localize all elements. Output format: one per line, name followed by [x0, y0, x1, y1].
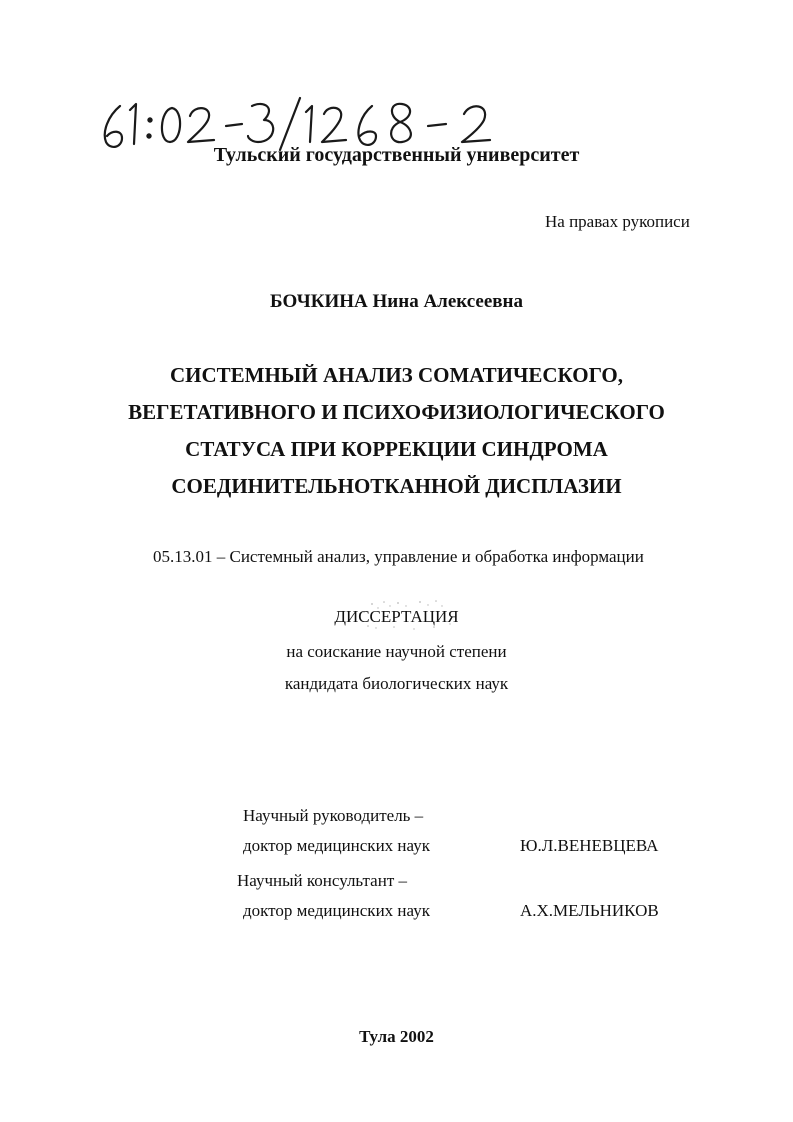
dissertation-type: ДИССЕРТАЦИЯ [334, 607, 459, 626]
specialty-code: 05.13.01 – Системный анализ, управление и обработка информации [153, 547, 644, 566]
consultant-role: Научный консультант – [237, 871, 407, 890]
city-year: Тула 2002 [359, 1027, 434, 1046]
consultant-rank: доктор медицинских наук [243, 901, 430, 920]
consultant-name: А.Х.МЕЛЬНИКОВ [520, 901, 659, 920]
dissertation-purpose: на соискание научной степени [286, 642, 507, 661]
supervisor-rank: доктор медицинских наук [243, 836, 430, 855]
manuscript-note: На правах рукописи [545, 212, 690, 231]
title-line: СИСТЕМНЫЙ АНАЛИЗ СОМАТИЧЕСКОГО, [169, 363, 624, 387]
dissertation-title [0, 357, 793, 505]
dissertation-degree: кандидата биологических наук [284, 674, 509, 693]
title-line: ВЕГЕТАТИВНОГО И ПСИХОФИЗИОЛОГИЧЕСКОГО [128, 400, 665, 424]
supervisor-name: Ю.Л.ВЕНЕВЦЕВА [520, 836, 659, 855]
author-name: БОЧКИНА Нина Алексеевна [270, 291, 523, 312]
title-line: СТАТУСА ПРИ КОРРЕКЦИИ СИНДРОМА [185, 437, 608, 461]
title-line: СОЕДИНИТЕЛЬНОТКАННОЙ ДИСПЛАЗИИ [171, 474, 622, 498]
supervisor-role: Научный руководитель – [243, 806, 424, 825]
university-name: Тульский государственный университет [213, 144, 580, 166]
